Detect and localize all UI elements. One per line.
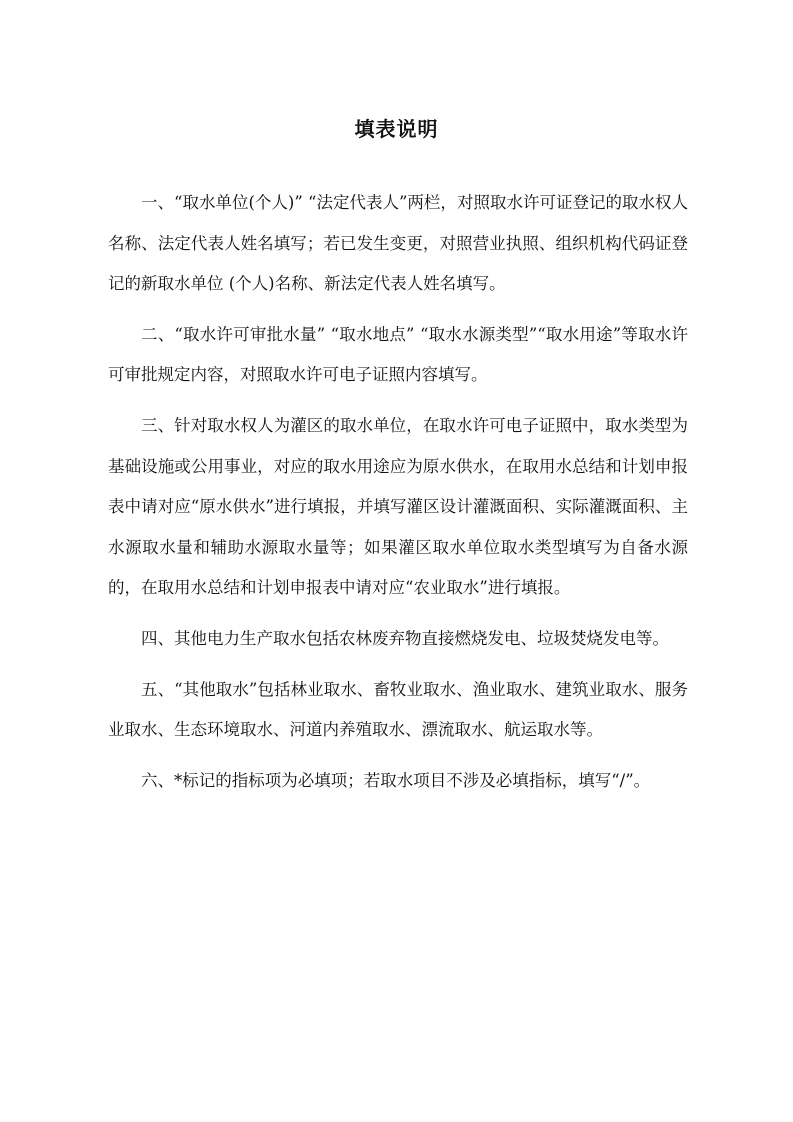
instruction-paragraph-3: 三、针对取水权人为灌区的取水单位，在取水许可电子证照中，取水类型为基础设施或公用事业，对应的取水用途应为原水供水，在取用水总结和计划申报表中请对应“原水供水”进行填报，并填写灌区设计灌溉面积、实际灌溉面积、主水源取水量和辅助水源取水量等；如果灌区取水单位取水类型填写为自备水源的，在取用水总结和计划申报表中请对应“农业取水”进行填报。 — [108, 415, 688, 598]
instruction-paragraph-1: 一、“取水单位(个人)” “法定代表人”两栏，对照取水许可证登记的取水权人名称、法定代表人姓名填写；若已发生变更，对照营业执照、组织机构代码证登记的新取水单位 (个人)名称、新法定代表人姓名填写。 — [108, 193, 688, 294]
instruction-paragraph-4: 四、其他电力生产取水包括农林废弃物直接燃烧发电、垃圾焚烧发电等。 — [141, 628, 669, 648]
instructions-body — [108, 183, 688, 811]
instruction-paragraph-2: 二、“取水许可审批水量” “取水地点” “取水水源类型”“取水用途”等取水许可审批规定内容，对照取水许可电子证照内容填写。 — [108, 324, 688, 385]
document-title: 填表说明 — [354, 117, 439, 141]
instruction-paragraph-6: 六、*标记的指标项为必填项；若取水项目不涉及必填指标，填写“/”。 — [141, 770, 651, 790]
instruction-paragraph-5: 五、“其他取水”包括林业取水、畜牧业取水、渔业取水、建筑业取水、服务业取水、生态环境取水、河道内养殖取水、漂流取水、航运取水等。 — [108, 679, 688, 740]
